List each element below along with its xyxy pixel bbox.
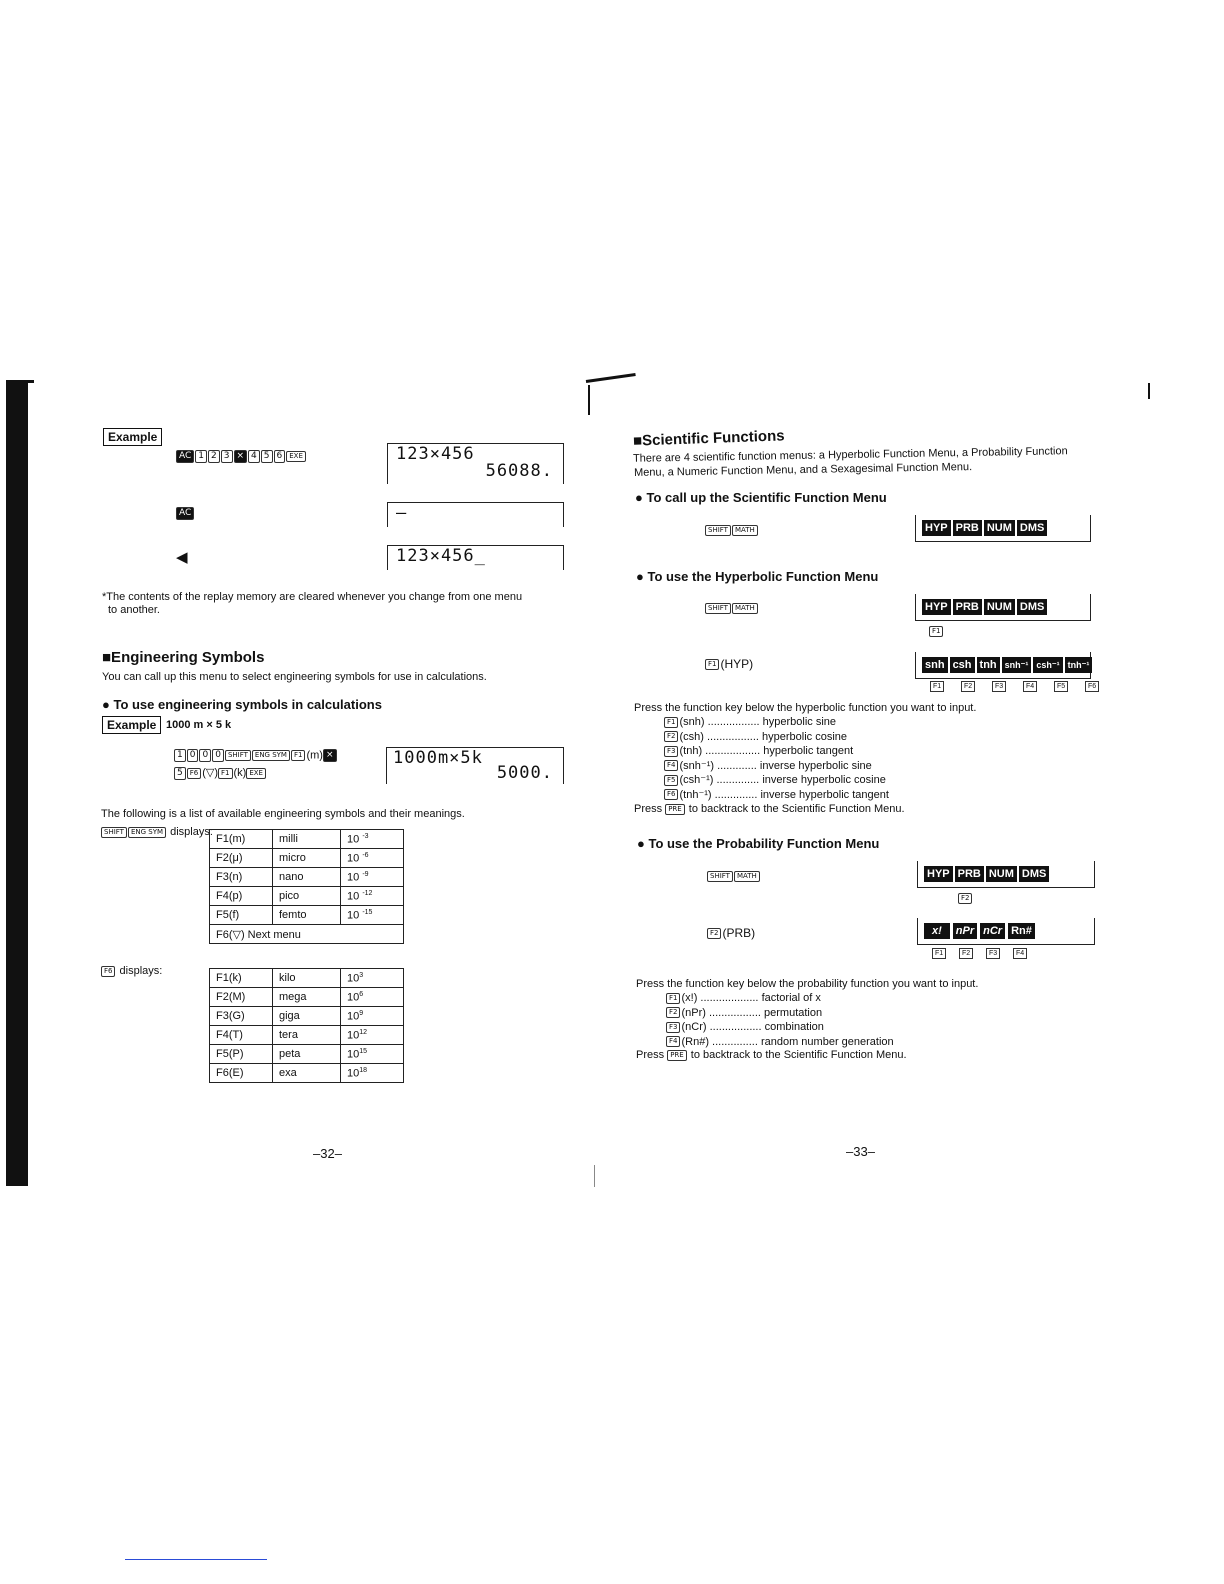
k-label: (k) [233, 767, 247, 779]
list-item [664, 744, 889, 759]
table-cell [341, 969, 404, 988]
f1-key: F1 [930, 681, 944, 692]
item-key: (nCr) ................. [681, 1021, 762, 1033]
table-cell: nano [273, 868, 341, 887]
f2-key: F2 [959, 948, 973, 959]
display-sci-menu-2 [915, 594, 1091, 621]
f1-key: F1 [291, 750, 305, 761]
table-row [210, 1045, 404, 1064]
base: 10 [347, 972, 360, 985]
backtrack-text: to backtrack to the Scientific Function Menu. [688, 803, 905, 815]
display-hyp-menu [915, 652, 1091, 679]
base: 10 [347, 1010, 360, 1023]
display-sci-menu-3 [917, 861, 1095, 888]
menu-prb: PRB [953, 520, 982, 536]
table-cell: F1(m) [210, 830, 273, 849]
menu-dms: DMS [1019, 866, 1049, 882]
display-4-line2: 5000. [496, 763, 553, 783]
table-row [210, 1007, 404, 1026]
f1-key-below: F1 [929, 626, 943, 637]
menu-snh: snh [922, 657, 948, 673]
table-cell: F4(T) [210, 1026, 273, 1045]
table-row [210, 887, 404, 906]
item-key: (snh⁻¹) ............. [679, 759, 757, 772]
key-4: 4 [248, 450, 260, 463]
menu-tnh: tnh [977, 657, 1000, 673]
eng-key-line-1 [174, 749, 338, 762]
table-cell [341, 988, 404, 1007]
list-item [666, 1035, 894, 1050]
engineering-desc: You can call up this menu to select engineering symbols for use in calculations. [102, 671, 487, 683]
menu-csh: csh [950, 657, 975, 673]
menu-prb: PRB [953, 599, 982, 615]
exponent: -9 [362, 870, 369, 878]
base: 10 [347, 833, 360, 846]
prb-label: (PRB) [722, 926, 756, 940]
table-cell: mega [273, 988, 341, 1007]
item-key: (csh⁻¹) .............. [679, 774, 760, 786]
example2-label: Example [102, 716, 161, 734]
base: 10 [347, 1067, 360, 1080]
f4-key: F4 [1013, 948, 1027, 959]
hyp-list [664, 715, 889, 802]
table-cell: F4(p) [210, 887, 273, 906]
item-key: (tnh) .................. [679, 745, 761, 757]
list-item [666, 991, 894, 1006]
item-key: (csh) ................. [679, 730, 759, 743]
f3-key: F3 [986, 948, 1000, 959]
item-desc: inverse hyperbolic sine [759, 759, 872, 772]
math-key: MATH [732, 525, 758, 536]
menu-prb: PRB [955, 866, 984, 882]
table-cell: exa [273, 1064, 341, 1083]
eng-sym-key: ENG SYM [128, 827, 166, 838]
base: 10 [347, 890, 360, 903]
down-label: (▽) [202, 767, 219, 779]
right-corner-mark [1148, 383, 1150, 399]
table-row [210, 925, 404, 944]
table-row [210, 1026, 404, 1045]
fkey: F4 [666, 1036, 680, 1047]
exponent: -12 [362, 889, 373, 897]
math-key: MATH [734, 871, 760, 882]
key-2: 2 [208, 450, 220, 463]
prb-backtrack [636, 1048, 907, 1062]
shift-key: SHIFT [101, 827, 127, 838]
item-desc: combination [764, 1021, 824, 1033]
list-item [664, 730, 889, 745]
example-key-sequence [176, 448, 307, 466]
shift-key: SHIFT [705, 525, 731, 536]
prb-fkey-row [932, 948, 1040, 959]
display-3 [387, 545, 564, 570]
table-cell [341, 1026, 404, 1045]
display-4-line1: 1000m×5k [393, 748, 483, 768]
example-label: Example [103, 428, 162, 446]
fkey: F3 [664, 746, 678, 757]
f3-key: F3 [992, 681, 1006, 692]
displays-label: displays: [170, 826, 213, 838]
press-label: Press [634, 803, 663, 815]
table-cell: F5(P) [210, 1045, 273, 1064]
fkey: F3 [666, 1022, 680, 1033]
fkey: F6 [664, 789, 678, 800]
example2-expr: 1000 m × 5 k [166, 719, 232, 731]
list-item [664, 788, 889, 803]
sci-desc-2: Menu, a Numeric Function Menu, and a Sexagesimal Function Menu. [633, 461, 973, 479]
table-cell [341, 849, 404, 868]
key-5: 5 [261, 450, 273, 463]
item-desc: inverse hyperbolic tangent [760, 788, 889, 801]
table-cell: kilo [273, 969, 341, 988]
display-prb-menu [917, 918, 1095, 945]
prev-key: PRE [667, 1050, 687, 1061]
display-1-line1: 123×456 [396, 444, 475, 464]
call-up-subheading: ● To call up the Scientific Function Menu [635, 490, 887, 505]
key-1: 1 [195, 450, 207, 463]
menu-factorial: x! [924, 923, 950, 939]
fkey: F2 [664, 731, 678, 742]
ac-key: AC [176, 450, 194, 463]
menu-rn: Rn# [1008, 923, 1035, 939]
menu-num: NUM [984, 599, 1015, 615]
bottom-fold-mark [594, 1165, 595, 1187]
table-cell: F6(E) [210, 1064, 273, 1083]
key-3: 3 [221, 450, 233, 463]
item-desc: inverse hyperbolic cosine [762, 774, 886, 786]
f6-key: F6 [101, 966, 115, 977]
f2-key: F2 [961, 681, 975, 692]
hyperbolic-subheading: ● To use the Hyperbolic Function Menu [636, 569, 879, 584]
list-intro: The following is a list of available engineering symbols and their meanings. [101, 808, 465, 820]
fkey: F5 [664, 775, 678, 786]
key-5: 5 [174, 767, 186, 780]
item-key: (tnh⁻¹) .............. [679, 788, 758, 801]
ac-key-2: AC [176, 507, 194, 520]
shift-math-keys-3 [707, 868, 761, 886]
menu-ncr: nCr [980, 923, 1005, 939]
exponent: 3 [359, 971, 364, 979]
key-0: 0 [212, 749, 224, 762]
exponent: -3 [362, 832, 369, 840]
f6-key: F6 [1085, 681, 1099, 692]
display-2 [387, 502, 564, 527]
exponent: 12 [359, 1028, 368, 1036]
table-cell: femto [273, 906, 341, 925]
item-key: (x!) ................... [681, 992, 759, 1004]
base: 10 [347, 1029, 360, 1042]
table-cell: F1(k) [210, 969, 273, 988]
key-0: 0 [187, 749, 199, 762]
table-cell [341, 868, 404, 887]
shift-math-keys-2 [705, 600, 759, 618]
m-label: (m) [306, 749, 323, 762]
f6-displays [101, 965, 162, 977]
item-desc: random number generation [760, 1035, 894, 1048]
menu-hyp: HYP [922, 599, 951, 615]
menu-dms: DMS [1017, 520, 1047, 536]
table-cell: F2(μ) [210, 849, 273, 868]
exponent: 9 [359, 1009, 364, 1017]
bottom-link-line [125, 1559, 267, 1560]
f2-key: F2 [707, 928, 721, 939]
table-cell [341, 1007, 404, 1026]
multiply-key: × [323, 749, 337, 762]
multiply-key: × [234, 450, 248, 463]
f5-key: F5 [1054, 681, 1068, 692]
table-row [210, 849, 404, 868]
f2-key-below: F2 [958, 893, 972, 904]
shift-eng-sym-displays [101, 826, 213, 838]
base: 10 [347, 991, 360, 1004]
page-number-right: –33– [846, 1144, 875, 1159]
menu-asnh: snh⁻¹ [1002, 657, 1032, 673]
fkey: F1 [666, 993, 680, 1004]
exponent: 18 [359, 1066, 368, 1074]
menu-npr: nPr [953, 923, 977, 939]
table-cell: milli [273, 830, 341, 849]
table-row [210, 969, 404, 988]
table-cell [341, 887, 404, 906]
item-desc: factorial of x [761, 992, 821, 1004]
table-row [210, 830, 404, 849]
left-binding-edge [6, 380, 28, 1186]
item-desc: permutation [764, 1006, 823, 1019]
menu-acsh: csh⁻¹ [1033, 657, 1062, 673]
table-cell: peta [273, 1045, 341, 1064]
table-row [210, 1064, 404, 1083]
display-2-line1: – [396, 503, 408, 523]
hyp-backtrack [634, 802, 905, 816]
list-item [664, 773, 889, 788]
table-row [210, 868, 404, 887]
exponent: 6 [359, 990, 364, 998]
exe-key: EXE [246, 768, 266, 779]
prb-intro: Press the function key below the probability function you want to input. [636, 978, 979, 990]
exe-key: EXE [286, 451, 306, 462]
list-item [664, 715, 889, 730]
f6-key: F6 [187, 768, 201, 779]
eng-key-line-2 [174, 766, 267, 780]
shift-math-keys [705, 522, 759, 540]
key-0: 0 [199, 749, 211, 762]
fkey: F4 [664, 760, 678, 771]
engineering-symbols-title: ■Engineering Symbols [102, 649, 265, 666]
engineering-table-1 [209, 829, 404, 944]
item-desc: hyperbolic cosine [762, 730, 848, 743]
exponent: -15 [362, 908, 373, 916]
base: 10 [347, 852, 360, 865]
fkey: F2 [666, 1007, 680, 1018]
menu-dms: DMS [1017, 599, 1047, 615]
eng-sym-key: ENG SYM [252, 750, 290, 761]
fkey: F1 [664, 717, 678, 728]
exponent: -6 [362, 851, 369, 859]
table-cell: F5(f) [210, 906, 273, 925]
page-number-left: –32– [313, 1146, 342, 1161]
replay-note-cont: to another. [108, 604, 160, 616]
table-cell: F3(n) [210, 868, 273, 887]
table-cell: F3(G) [210, 1007, 273, 1026]
prb-list [666, 991, 894, 1049]
f1-hyp [705, 657, 753, 671]
table-cell: tera [273, 1026, 341, 1045]
base: 10 [347, 871, 360, 884]
hyp-fkey-row [930, 681, 1116, 692]
table-cell: giga [273, 1007, 341, 1026]
table-cell [341, 906, 404, 925]
table-cell: F2(M) [210, 988, 273, 1007]
scientific-functions-title: ■Scientific Functions [632, 427, 785, 450]
shift-key: SHIFT [707, 871, 733, 882]
center-fold-mark [586, 373, 636, 383]
exponent: 15 [359, 1047, 368, 1055]
menu-hyp: HYP [922, 520, 951, 536]
engineering-subheading: ● To use engineering symbols in calculations [102, 697, 382, 712]
key-6: 6 [274, 450, 286, 463]
table-cell: pico [273, 887, 341, 906]
item-desc: hyperbolic tangent [763, 745, 854, 757]
engineering-table-2 [209, 968, 404, 1083]
table-cell [341, 1045, 404, 1064]
display-1-line2: 56088. [485, 461, 553, 481]
left-arrow-key: ◀ [176, 549, 188, 566]
press-label: Press [636, 1049, 665, 1061]
table-row [210, 988, 404, 1007]
item-key: (Rn#) ............... [681, 1035, 758, 1048]
table-cell: micro [273, 849, 341, 868]
display-sci-menu [915, 515, 1091, 542]
menu-hyp: HYP [924, 866, 953, 882]
top-left-edge [6, 380, 34, 383]
f2-prb [707, 926, 755, 940]
list-item [666, 1006, 894, 1021]
table-row [210, 906, 404, 925]
backtrack-text: to backtrack to the Scientific Function Menu. [690, 1049, 907, 1061]
list-item [666, 1020, 894, 1035]
list-item [664, 759, 889, 774]
menu-num: NUM [986, 866, 1017, 882]
math-key: MATH [732, 603, 758, 614]
base: 10 [347, 1048, 360, 1061]
f1-key: F1 [705, 659, 719, 670]
table-cell [341, 830, 404, 849]
hyp-intro: Press the function key below the hyperbolic function you want to input. [634, 702, 977, 714]
f1-key: F1 [218, 768, 232, 779]
menu-atnh: tnh⁻¹ [1065, 657, 1093, 673]
displays-label: displays: [119, 965, 163, 977]
f1-key: F1 [932, 948, 946, 959]
menu-num: NUM [984, 520, 1015, 536]
item-desc: hyperbolic sine [762, 716, 836, 728]
hyp-label: (HYP) [720, 657, 754, 671]
shift-key: SHIFT [225, 750, 251, 761]
shift-key: SHIFT [705, 603, 731, 614]
prev-key: PRE [665, 804, 685, 815]
base: 10 [347, 909, 360, 922]
display-1 [387, 443, 564, 484]
replay-note: *The contents of the replay memory are cleared whenever you change from one menu [102, 591, 523, 603]
table-cell [341, 1064, 404, 1083]
sci-desc-1: There are 4 scientific function menus: a Hyperbolic Function Menu, a Probability Function [632, 445, 1068, 465]
item-key: (nPr) ................. [681, 1006, 761, 1019]
f4-key: F4 [1023, 681, 1037, 692]
display-4 [386, 747, 564, 784]
center-fold-line [588, 385, 590, 415]
key-1: 1 [174, 749, 186, 762]
item-key: (snh) ................. [679, 716, 760, 728]
display-3-line1: 123×456_ [396, 546, 486, 566]
probability-subheading: ● To use the Probability Function Menu [637, 836, 880, 851]
next-menu-cell: F6(▽) Next menu [210, 925, 404, 944]
